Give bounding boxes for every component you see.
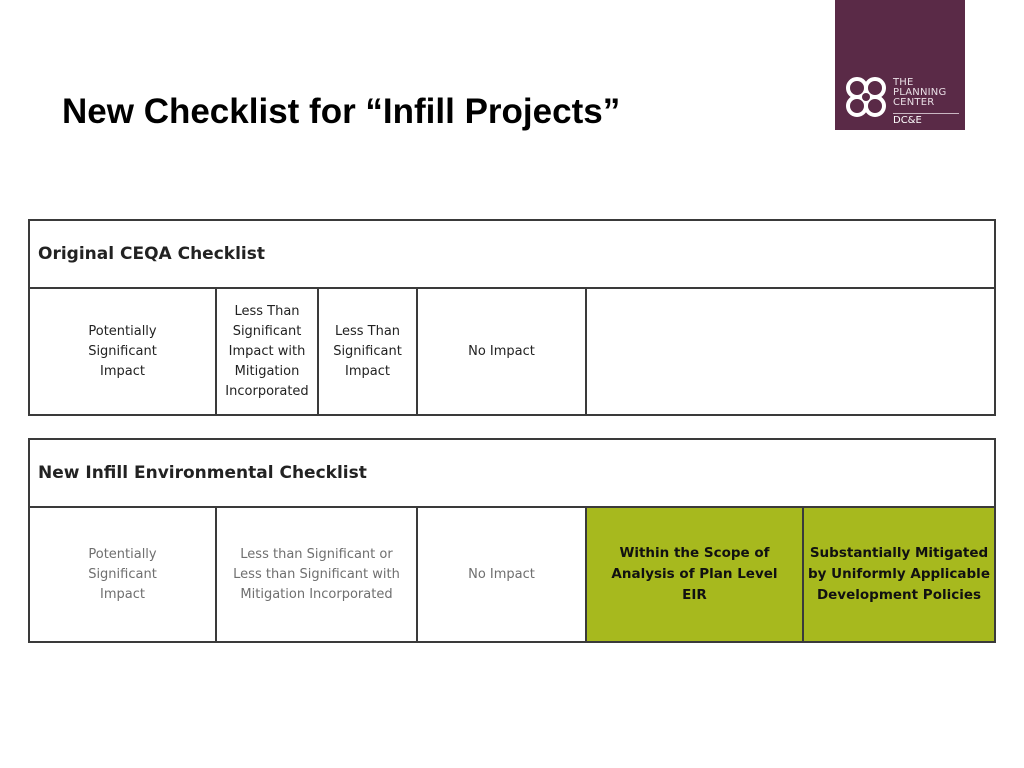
column-less-than-significant: Less than Significant or Less than Significant with Mitigation Incorporated bbox=[217, 508, 418, 641]
table-row bbox=[30, 289, 994, 414]
interlocking-rings-icon bbox=[841, 72, 891, 122]
planning-center-logo bbox=[835, 0, 965, 130]
column-less-than-significant: Less Than Significant Impact bbox=[319, 289, 418, 414]
table-heading: New Infill Environmental Checklist bbox=[30, 440, 994, 508]
column-potentially-significant: Potentially Significant Impact bbox=[30, 289, 217, 414]
logo-line: CENTER bbox=[893, 97, 935, 108]
logo-line: PLANNING bbox=[893, 87, 947, 98]
table-heading: Original CEQA Checklist bbox=[30, 221, 994, 289]
column-no-impact: No Impact bbox=[418, 508, 587, 641]
logo-divider bbox=[893, 113, 959, 114]
column-empty bbox=[587, 289, 994, 414]
logo-text bbox=[893, 78, 946, 108]
logo-line: THE bbox=[893, 77, 914, 88]
original-ceqa-table bbox=[28, 219, 996, 416]
column-potentially-significant: Potentially Significant Impact bbox=[30, 508, 217, 641]
column-within-plan-eir-scope: Within the Scope of Analysis of Plan Level EIR bbox=[587, 508, 804, 641]
table-row bbox=[30, 508, 994, 641]
column-no-impact: No Impact bbox=[418, 289, 587, 414]
logo-subline: DC&E bbox=[893, 115, 922, 126]
column-less-than-significant-with-mitigation: Less Than Significant Impact with Mitigation Incorporated bbox=[217, 289, 319, 414]
infill-checklist-table bbox=[28, 438, 996, 643]
column-substantially-mitigated: Substantially Mitigated by Uniformly Applicable Development Policies bbox=[804, 508, 994, 641]
slide-title: New Checklist for “Infill Projects” bbox=[62, 92, 621, 131]
